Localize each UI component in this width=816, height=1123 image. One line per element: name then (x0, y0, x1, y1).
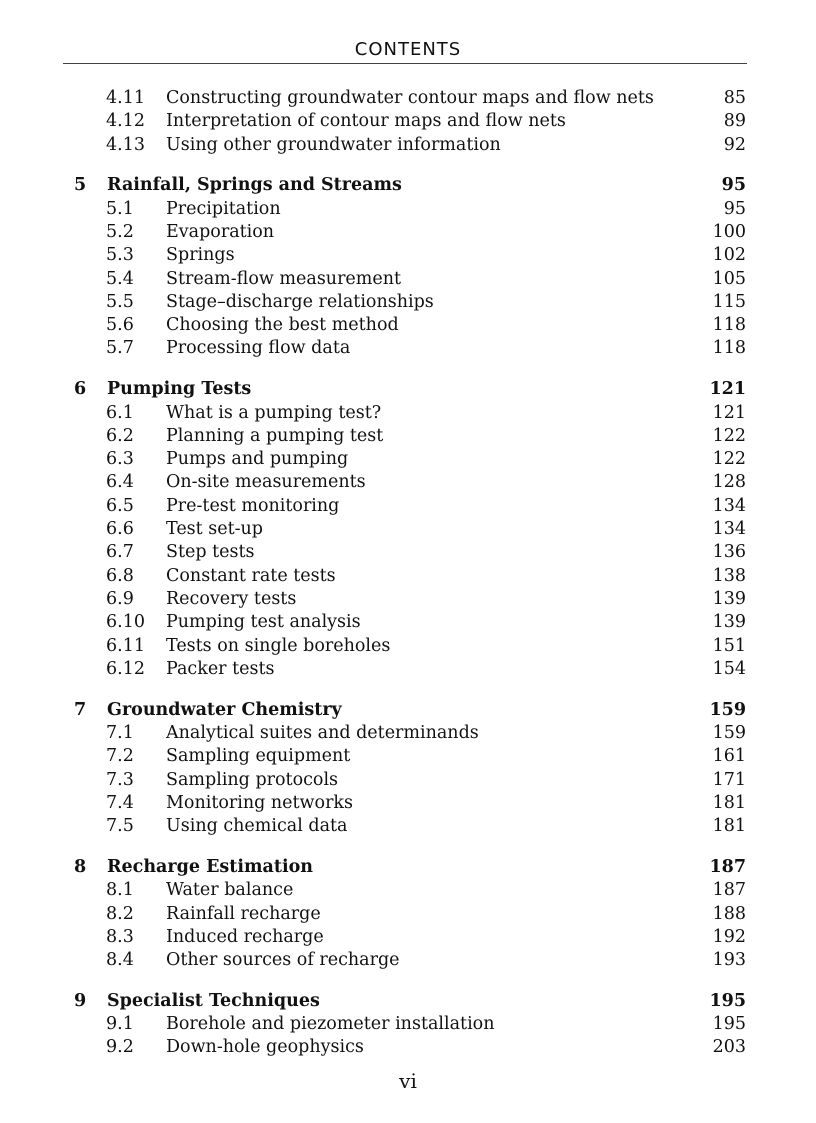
toc-entry-page: 171 (712, 769, 746, 790)
toc-entry-number: 8.3 (106, 926, 134, 947)
toc-entry-title: Test set-up (166, 519, 264, 540)
toc-entry-number: 7.4 (106, 792, 134, 813)
toc-entry-title: Rainfall recharge (166, 903, 321, 924)
toc-section-row (0, 635, 816, 658)
toc-entry-page: 195 (709, 990, 746, 1011)
toc-entry-title: Precipitation (166, 198, 281, 219)
toc-entry-page: 139 (712, 612, 746, 633)
toc-entry-title: Planning a pumping test (166, 425, 384, 446)
toc-section-row (0, 244, 816, 267)
toc-entry-page: 115 (712, 291, 746, 312)
toc-section-row (0, 402, 816, 425)
toc-entry-number: 9.2 (106, 1037, 134, 1058)
toc-entry-number: 6.9 (106, 588, 134, 609)
toc-entry-number: 8.2 (106, 903, 134, 924)
toc-section-row (0, 471, 816, 494)
toc-entry-page: 195 (712, 1014, 746, 1035)
toc-section-row (0, 745, 816, 768)
toc-entry-page: 122 (712, 449, 746, 470)
toc-entry-page: 118 (712, 338, 746, 359)
toc-entry-number: 6.2 (106, 425, 134, 446)
table-of-contents (0, 87, 816, 1060)
toc-section-row (0, 903, 816, 926)
toc-entry-page: 161 (712, 746, 746, 767)
toc-entry-page: 102 (712, 245, 746, 266)
toc-entry-title: Processing flow data (166, 338, 351, 359)
toc-section-row (0, 926, 816, 949)
toc-entry-title: Evaporation (166, 221, 275, 242)
toc-section-row (0, 588, 816, 611)
toc-entry-title: Springs (166, 245, 235, 266)
toc-entry-page: 121 (712, 402, 746, 423)
toc-entry-title: Stream-flow measurement (166, 268, 402, 289)
toc-entry-number: 5.1 (106, 198, 134, 219)
toc-entry-number: 4.13 (106, 134, 145, 155)
toc-entry-number: 6 (74, 379, 87, 400)
toc-section-row (0, 110, 816, 133)
toc-entry-number: 7.3 (106, 769, 134, 790)
toc-entry-title: Pumps and pumping (166, 449, 349, 470)
toc-section-row (0, 448, 816, 471)
toc-entry-title: Specialist Techniques (107, 990, 320, 1011)
toc-entry-title: Pumping test analysis (166, 612, 361, 633)
toc-section-row (0, 495, 816, 518)
toc-entry-number: 4.12 (106, 111, 145, 132)
toc-entry-title: Pumping Tests (107, 379, 252, 400)
toc-entry-number: 5 (74, 175, 87, 196)
toc-entry-page: 121 (709, 379, 746, 400)
toc-entry-number: 6.11 (106, 635, 145, 656)
toc-chapter-row (0, 174, 816, 197)
toc-entry-title: Sampling protocols (166, 769, 339, 790)
toc-entry-page: 95 (721, 175, 746, 196)
toc-entry-number: 7.2 (106, 746, 134, 767)
toc-entry-page: 159 (709, 699, 746, 720)
toc-section-row (0, 722, 816, 745)
toc-entry-number: 8 (74, 856, 87, 877)
toc-section-row (0, 518, 816, 541)
toc-entry-number: 5.5 (106, 291, 134, 312)
toc-entry-page: 188 (712, 903, 746, 924)
toc-entry-title: Packer tests (166, 658, 275, 679)
toc-section-row (0, 815, 816, 838)
toc-entry-title: Step tests (166, 542, 255, 563)
toc-entry-number: 9 (74, 990, 87, 1011)
toc-entry-title: Using other groundwater information (166, 134, 501, 155)
toc-entry-number: 5.3 (106, 245, 134, 266)
toc-entry-number: 7.1 (106, 722, 134, 743)
toc-entry-title: Pre-test monitoring (166, 495, 340, 516)
toc-entry-page: 95 (723, 198, 746, 219)
toc-section-row (0, 565, 816, 588)
toc-entry-page: 151 (712, 635, 746, 656)
toc-entry-page: 105 (712, 268, 746, 289)
toc-entry-page: 89 (723, 111, 746, 132)
toc-section-row (0, 1036, 816, 1059)
toc-entry-number: 6.4 (106, 472, 134, 493)
toc-section-row (0, 198, 816, 221)
toc-entry-title: What is a pumping test? (166, 402, 382, 423)
toc-entry-number: 5.2 (106, 221, 134, 242)
toc-entry-page: 187 (709, 856, 746, 877)
toc-entry-title: Down-hole geophysics (166, 1037, 364, 1058)
toc-entry-page: 128 (712, 472, 746, 493)
toc-entry-number: 4.11 (106, 88, 145, 108)
toc-chapter-row (0, 378, 816, 401)
toc-entry-title: Rainfall, Springs and Streams (107, 175, 402, 196)
toc-entry-page: 85 (723, 88, 746, 108)
toc-entry-page: 203 (712, 1037, 746, 1058)
toc-entry-page: 100 (712, 221, 746, 242)
toc-entry-page: 181 (712, 816, 746, 837)
toc-section-row (0, 769, 816, 792)
toc-entry-title: Borehole and piezometer installation (166, 1014, 495, 1035)
toc-entry-page: 134 (712, 495, 746, 516)
toc-entry-title: Interpretation of contour maps and flow nets (166, 111, 566, 132)
toc-entry-number: 6.3 (106, 449, 134, 470)
toc-entry-title: Other sources of recharge (166, 950, 400, 971)
toc-entry-page: 139 (712, 588, 746, 609)
toc-section-row (0, 611, 816, 634)
toc-entry-page: 159 (712, 722, 746, 743)
toc-entry-title: Induced recharge (166, 926, 324, 947)
toc-section-row (0, 221, 816, 244)
toc-entry-number: 5.6 (106, 315, 134, 336)
toc-entry-number: 9.1 (106, 1014, 134, 1035)
toc-entry-number: 8.1 (106, 880, 134, 901)
toc-chapter-row (0, 990, 816, 1013)
toc-entry-title: Constructing groundwater contour maps and flow nets (166, 88, 654, 108)
toc-section-row (0, 541, 816, 564)
toc-section-row (0, 1013, 816, 1036)
toc-entry-title: On-site measurements (166, 472, 366, 493)
toc-entry-number: 7 (74, 699, 87, 720)
toc-entry-number: 7.5 (106, 816, 134, 837)
toc-entry-page: 187 (712, 880, 746, 901)
toc-entry-page: 192 (712, 926, 746, 947)
toc-entry-page: 138 (712, 565, 746, 586)
toc-section-row (0, 879, 816, 902)
toc-entry-number: 6.6 (106, 519, 134, 540)
toc-chapter-row (0, 699, 816, 722)
toc-entry-page: 181 (712, 792, 746, 813)
toc-section-row (0, 949, 816, 972)
toc-entry-title: Analytical suites and determinands (166, 722, 479, 743)
toc-section-row (0, 337, 816, 360)
toc-entry-page: 154 (712, 658, 746, 679)
toc-entry-page: 134 (712, 519, 746, 540)
toc-entry-title: Monitoring networks (166, 792, 354, 813)
page-number: vi (399, 1069, 417, 1093)
toc-entry-page: 193 (712, 950, 746, 971)
toc-section-row (0, 314, 816, 337)
toc-entry-number: 6.10 (106, 612, 145, 633)
toc-section-row (0, 658, 816, 681)
toc-entry-title: Water balance (166, 880, 294, 901)
toc-entry-title: Constant rate tests (166, 565, 336, 586)
toc-section-row (0, 134, 816, 157)
toc-entry-page: 136 (712, 542, 746, 563)
toc-entry-number: 8.4 (106, 950, 134, 971)
toc-entry-title: Sampling equipment (166, 746, 351, 767)
toc-entry-page: 122 (712, 425, 746, 446)
toc-chapter-row (0, 856, 816, 879)
toc-entry-number: 6.5 (106, 495, 134, 516)
toc-entry-number: 6.7 (106, 542, 134, 563)
header-rule (63, 63, 747, 64)
toc-entry-title: Choosing the best method (166, 315, 399, 336)
toc-entry-title: Groundwater Chemistry (107, 699, 342, 720)
toc-entry-title: Recovery tests (166, 588, 297, 609)
toc-entry-page: 92 (723, 134, 746, 155)
toc-entry-title: Using chemical data (166, 816, 348, 837)
toc-entry-number: 5.7 (106, 338, 134, 359)
toc-section-row (0, 792, 816, 815)
toc-section-row (0, 291, 816, 314)
toc-entry-number: 5.4 (106, 268, 134, 289)
toc-entry-number: 6.12 (106, 658, 145, 679)
toc-section-row (0, 268, 816, 291)
toc-entry-title: Tests on single boreholes (166, 635, 391, 656)
toc-entry-title: Recharge Estimation (107, 856, 313, 877)
toc-section-row (0, 425, 816, 448)
toc-entry-number: 6.8 (106, 565, 134, 586)
toc-entry-page: 118 (712, 315, 746, 336)
toc-entry-number: 6.1 (106, 402, 134, 423)
toc-section-row (0, 87, 816, 110)
page-header-title: CONTENTS (354, 39, 462, 60)
toc-entry-title: Stage–discharge relationships (166, 291, 434, 312)
